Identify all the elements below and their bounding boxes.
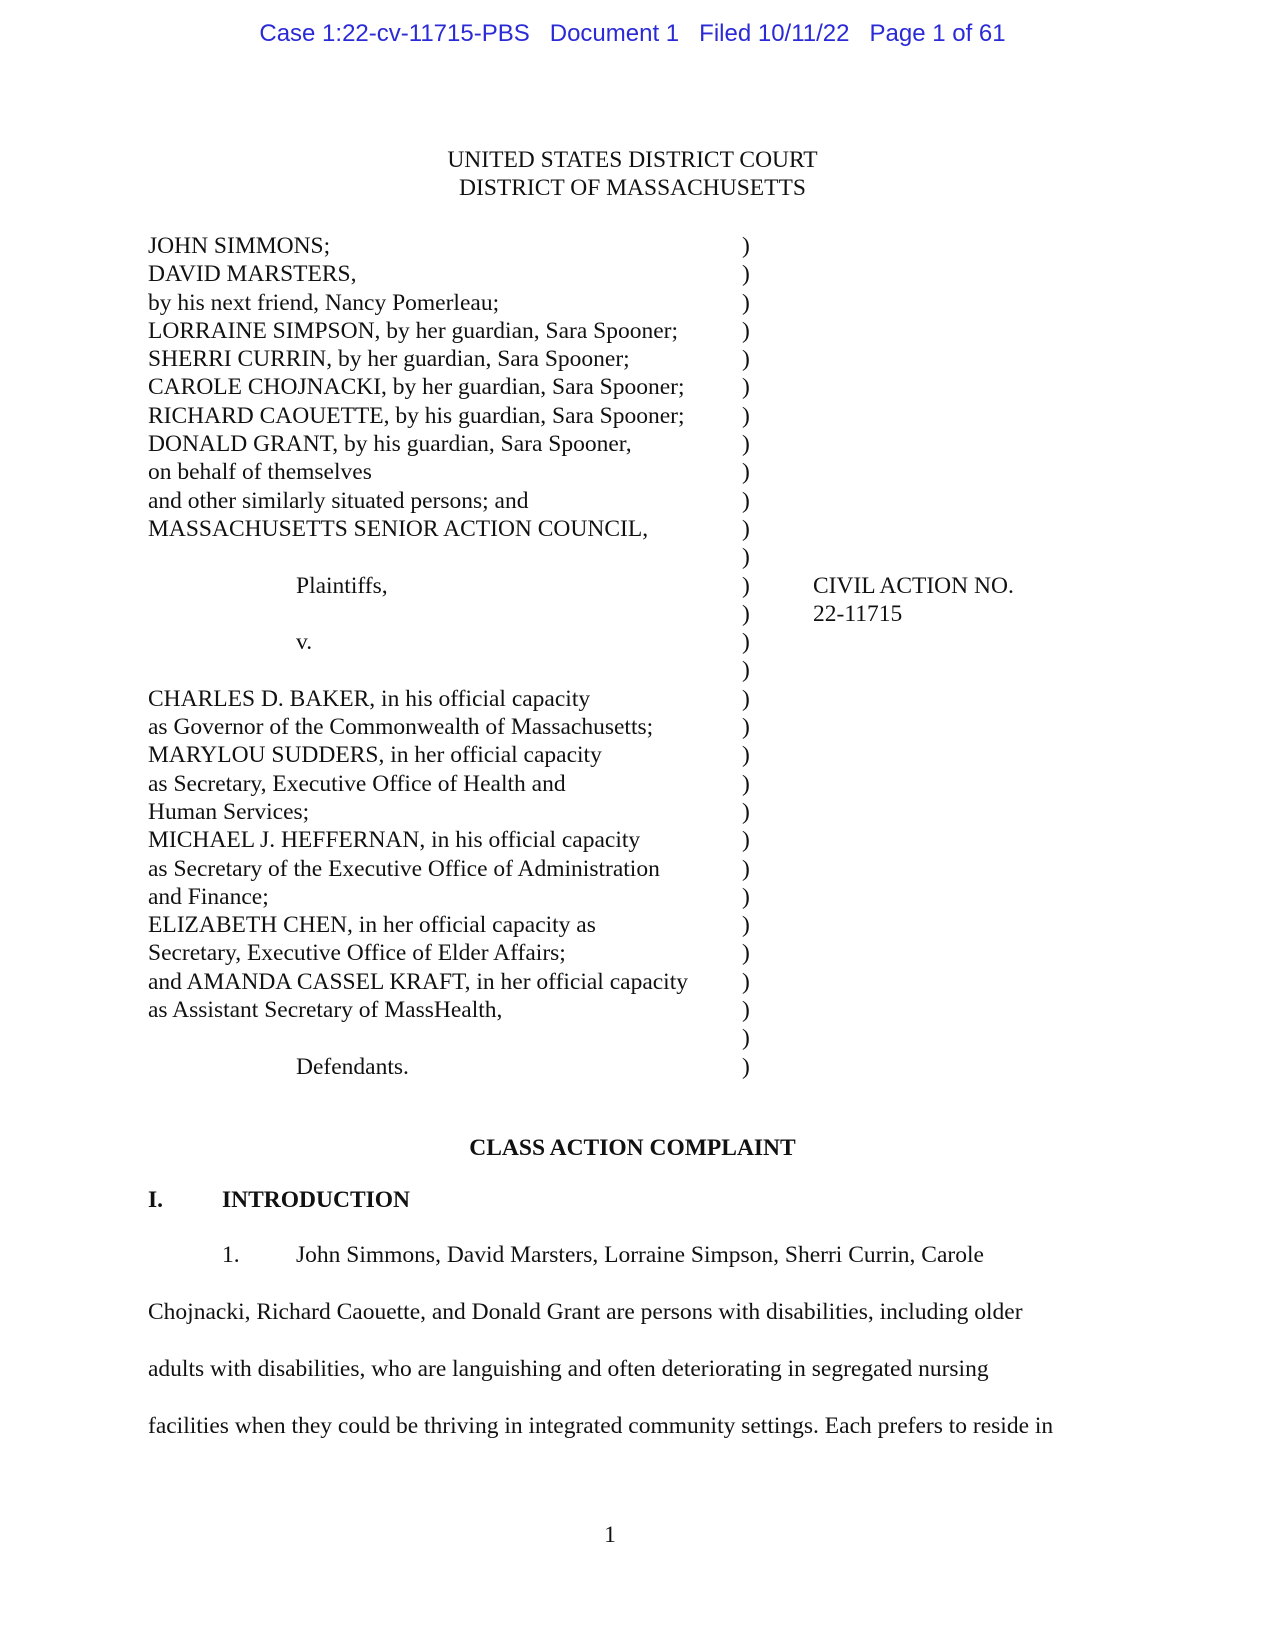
caption-row xyxy=(148,458,1148,486)
paren: ) xyxy=(742,600,750,627)
paren: ) xyxy=(742,289,750,316)
section-number: I. xyxy=(148,1187,164,1213)
paren: ) xyxy=(742,968,750,995)
paren: ) xyxy=(742,317,750,344)
party-line: DAVID MARSTERS, xyxy=(148,261,357,288)
court-heading xyxy=(0,146,1265,202)
party-line: by his next friend, Nancy Pomerleau; xyxy=(148,289,500,316)
caption-row xyxy=(148,939,1148,967)
caption-row xyxy=(148,543,1148,571)
paren: ) xyxy=(742,487,750,514)
section-label: INTRODUCTION xyxy=(222,1187,411,1213)
case-caption xyxy=(148,232,1148,1081)
paren: ) xyxy=(742,261,750,288)
paren: ) xyxy=(742,855,750,882)
caption-row xyxy=(148,968,1148,996)
paragraph-line xyxy=(148,1241,1118,1298)
defendants-label: Defendants. xyxy=(296,1053,409,1080)
party-line: DONALD GRANT, by his guardian, Sara Spooner, xyxy=(148,431,632,458)
civil-action-label: CIVIL ACTION NO. xyxy=(813,572,1014,599)
paren: ) xyxy=(742,1053,750,1080)
paren: ) xyxy=(742,544,750,571)
paren: ) xyxy=(742,798,750,825)
party-line: and Finance; xyxy=(148,883,269,910)
paren: ) xyxy=(742,827,750,854)
caption-row xyxy=(148,600,1148,628)
caption-row xyxy=(148,798,1148,826)
document-title: CLASS ACTION COMPLAINT xyxy=(469,1135,796,1161)
caption-row xyxy=(148,402,1148,430)
filed-date: Filed 10/11/22 xyxy=(699,20,850,47)
paren: ) xyxy=(742,374,750,401)
paren: ) xyxy=(742,657,750,684)
paren: ) xyxy=(742,459,750,486)
party-line: MICHAEL J. HEFFERNAN, in his official capacity xyxy=(148,827,641,854)
party-line: LORRAINE SIMPSON, by her guardian, Sara Spooner; xyxy=(148,317,679,344)
caption-row xyxy=(148,685,1148,713)
document-number: Document 1 xyxy=(549,20,680,47)
page-indicator: Page 1 of 61 xyxy=(869,20,1006,47)
party-line: CHARLES D. BAKER, in his official capacity xyxy=(148,685,591,712)
paragraph-line: Chojnacki, Richard Caouette, and Donald Grant are persons with disabilities, including older xyxy=(148,1299,1023,1325)
paren: ) xyxy=(742,770,750,797)
paren: ) xyxy=(742,912,750,939)
party-line: as Secretary, Executive Office of Health and xyxy=(148,770,566,797)
caption-row xyxy=(148,883,1148,911)
party-line: as Governor of the Commonwealth of Massachusetts; xyxy=(148,714,654,741)
caption-row xyxy=(148,515,1148,543)
paragraph-text: John Simmons, David Marsters, Lorraine Simpson, Sherri Currin, Carole xyxy=(296,1242,984,1268)
party-line: Human Services; xyxy=(148,798,310,825)
caption-row xyxy=(148,741,1148,769)
paren: ) xyxy=(742,997,750,1024)
page-number: 1 xyxy=(604,1522,616,1548)
caption-row xyxy=(148,345,1148,373)
caption-row xyxy=(148,770,1148,798)
paren: ) xyxy=(742,515,750,542)
versus: v. xyxy=(296,629,313,656)
caption-row xyxy=(148,373,1148,401)
caption-row xyxy=(148,826,1148,854)
caption-row xyxy=(148,232,1148,260)
paren: ) xyxy=(742,714,750,741)
party-line: and AMANDA CASSEL KRAFT, in her official capacity xyxy=(148,968,688,995)
party-line: ELIZABETH CHEN, in her official capacity as xyxy=(148,912,596,939)
caption-row xyxy=(148,317,1148,345)
caption-row xyxy=(148,1053,1148,1081)
caption-row xyxy=(148,628,1148,656)
paren: ) xyxy=(742,233,750,259)
party-line: CAROLE CHOJNACKI, by her guardian, Sara Spooner; xyxy=(148,374,685,401)
party-line: MARYLOU SUDDERS, in her official capacity xyxy=(148,742,602,769)
paragraph-line: facilities when they could be thriving in integrated community settings. Each prefers to reside in xyxy=(148,1413,1054,1439)
civil-action-number: 22-11715 xyxy=(813,600,903,627)
paren: ) xyxy=(742,629,750,656)
plaintiffs-label: Plaintiffs, xyxy=(296,572,388,599)
caption-row xyxy=(148,430,1148,458)
party-line: JOHN SIMMONS; xyxy=(148,233,331,259)
paren: ) xyxy=(742,742,750,769)
caption-row xyxy=(148,656,1148,684)
party-line: SHERRI CURRIN, by her guardian, Sara Spooner; xyxy=(148,346,630,373)
party-line: on behalf of themselves xyxy=(148,459,372,486)
paren: ) xyxy=(742,883,750,910)
caption-row xyxy=(148,911,1148,939)
paren: ) xyxy=(742,1025,750,1052)
paren: ) xyxy=(742,685,750,712)
caption-row xyxy=(148,1024,1148,1052)
court-district: DISTRICT OF MASSACHUSETTS xyxy=(459,175,806,201)
party-line: Secretary, Executive Office of Elder Affairs; xyxy=(148,940,566,967)
paren: ) xyxy=(742,572,750,599)
caption-row xyxy=(148,487,1148,515)
party-line: RICHARD CAOUETTE, by his guardian, Sara Spooner; xyxy=(148,402,685,429)
party-line: and other similarly situated persons; and xyxy=(148,487,529,514)
paragraph xyxy=(148,1241,1118,1469)
paren: ) xyxy=(742,940,750,967)
party-line: as Assistant Secretary of MassHealth, xyxy=(148,997,503,1024)
paragraph-line: adults with disabilities, who are languishing and often deteriorating in segregated nursing xyxy=(148,1356,989,1382)
caption-row xyxy=(148,996,1148,1024)
paren: ) xyxy=(742,402,750,429)
caption-row xyxy=(148,713,1148,741)
paragraph-number: 1. xyxy=(222,1242,240,1268)
case-number: Case 1:22-cv-11715-PBS xyxy=(259,20,530,47)
paren: ) xyxy=(742,431,750,458)
court-name: UNITED STATES DISTRICT COURT xyxy=(447,147,818,173)
document-header xyxy=(0,20,1265,48)
caption-row xyxy=(148,289,1148,317)
caption-row xyxy=(148,855,1148,883)
paren: ) xyxy=(742,346,750,373)
caption-row xyxy=(148,572,1148,600)
party-line: MASSACHUSETTS SENIOR ACTION COUNCIL, xyxy=(148,515,649,542)
party-line: as Secretary of the Executive Office of Administration xyxy=(148,855,660,882)
caption-row xyxy=(148,260,1148,288)
